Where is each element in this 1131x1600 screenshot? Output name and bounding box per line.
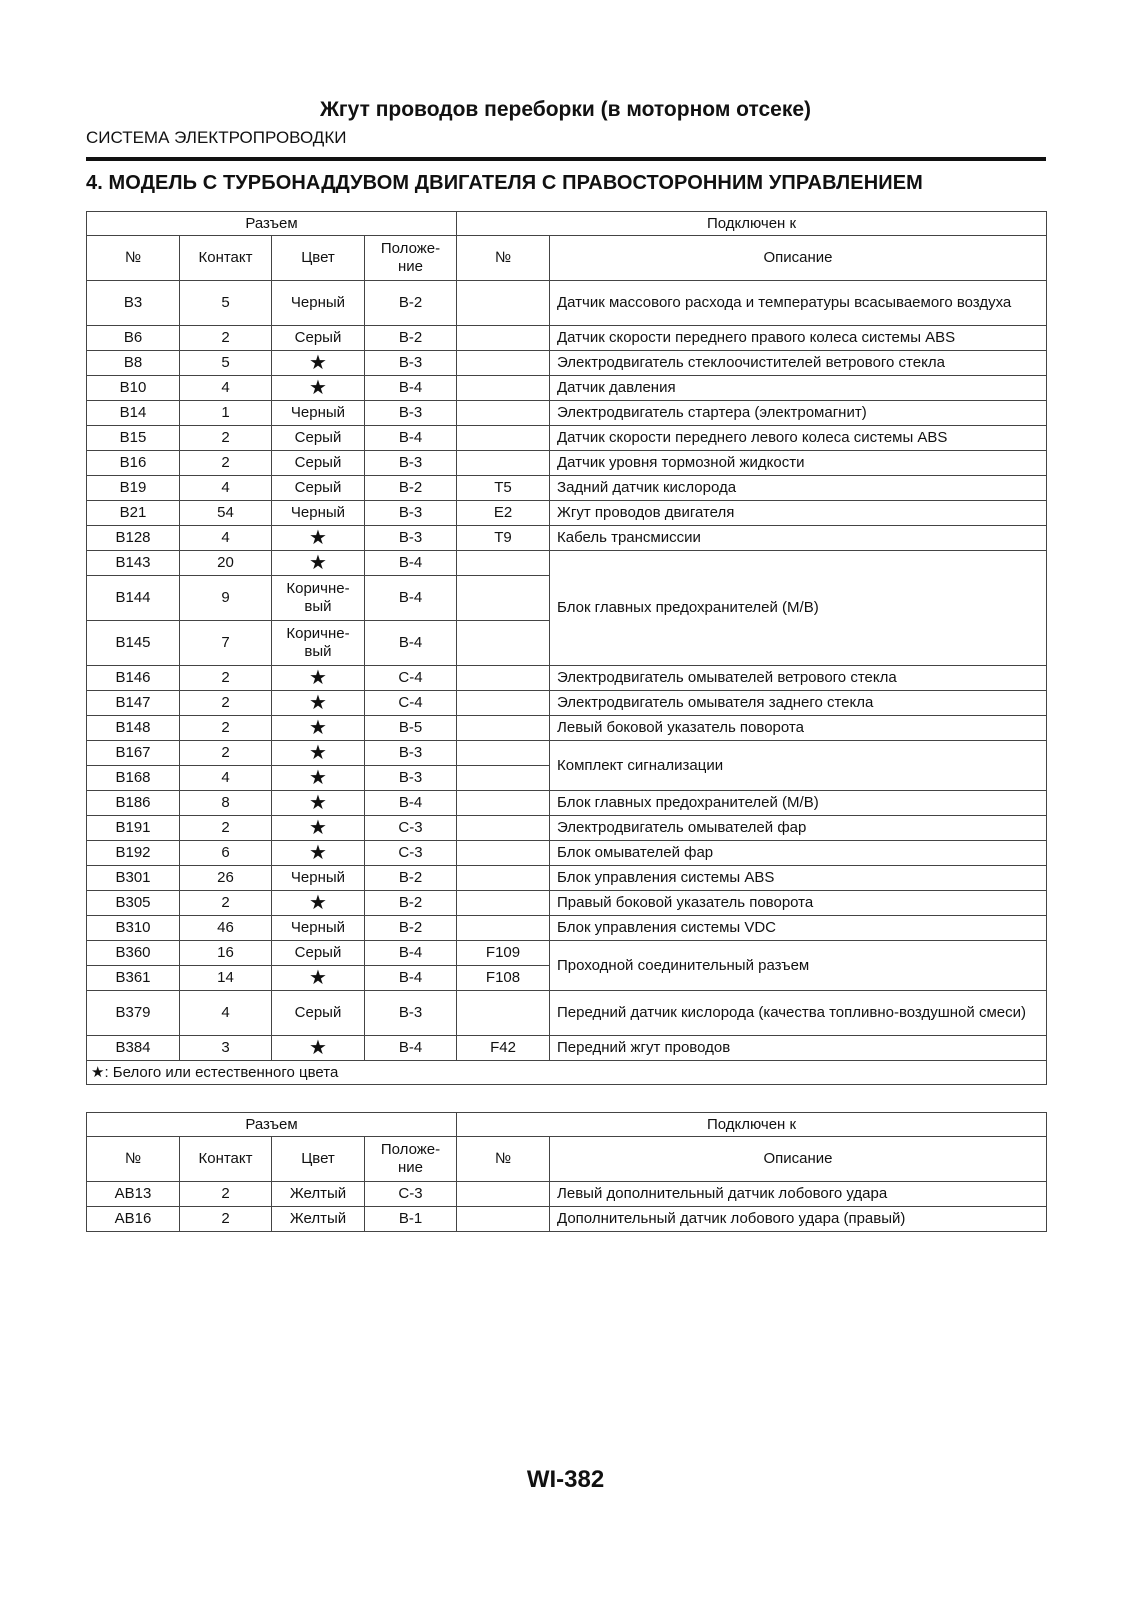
wire-color-cell: Черный [272, 281, 365, 326]
table-row [87, 1207, 1047, 1232]
position-cell: B-2 [365, 281, 457, 326]
connector-no-cell: B148 [87, 716, 180, 741]
connector-no-cell: B19 [87, 476, 180, 501]
position-cell: B-4 [365, 941, 457, 966]
connector-no-cell: B305 [87, 891, 180, 916]
wire-color-cell: Серый [272, 451, 365, 476]
position-cell: B-1 [365, 1207, 457, 1232]
connected-no-cell [457, 401, 550, 426]
description-cell: Электродвигатель омывателей фар [550, 816, 1047, 841]
pin-count-cell: 7 [180, 621, 272, 666]
pin-count-cell: 3 [180, 1036, 272, 1061]
pin-count-cell: 2 [180, 326, 272, 351]
description-cell: Блок главных предохранителей (M/B) [550, 791, 1047, 816]
pin-count-cell: 2 [180, 1182, 272, 1207]
connector-no-cell: B6 [87, 326, 180, 351]
wire-color-cell: Черный [272, 401, 365, 426]
connector-no-cell: B21 [87, 501, 180, 526]
position-cell: B-3 [365, 501, 457, 526]
connected-no-cell [457, 841, 550, 866]
document-title: Жгут проводов переборки (в моторном отсеке) [319, 98, 812, 121]
table-row [87, 916, 1047, 941]
pin-count-cell: 2 [180, 426, 272, 451]
connector-table-airbag [86, 1112, 1047, 1232]
connector-no-cell: B14 [87, 401, 180, 426]
description-cell: Датчик скорости переднего левого колеса системы ABS [550, 426, 1047, 451]
table-row [87, 376, 1047, 401]
table-row [87, 1182, 1047, 1207]
pin-count-cell: 8 [180, 791, 272, 816]
description-cell: Жгут проводов двигателя [550, 501, 1047, 526]
pin-count-cell: 4 [180, 766, 272, 791]
header-connector: Разъем [87, 212, 457, 236]
description-cell: Дополнительный датчик лобового удара (правый) [550, 1207, 1047, 1232]
description-cell: Электродвигатель омывателей ветрового стекла [550, 666, 1047, 691]
connector-no-cell: B301 [87, 866, 180, 891]
connected-no-cell [457, 816, 550, 841]
pin-count-cell: 1 [180, 401, 272, 426]
position-cell: C-4 [365, 666, 457, 691]
connected-no-cell [457, 376, 550, 401]
table-row [87, 526, 1047, 551]
connected-no-cell [457, 866, 550, 891]
position-cell: B-4 [365, 621, 457, 666]
description-cell: Кабель трансмиссии [550, 526, 1047, 551]
pin-count-cell: 14 [180, 966, 272, 991]
table-row [87, 866, 1047, 891]
pin-count-cell: 2 [180, 1207, 272, 1232]
table-row [87, 351, 1047, 376]
wire-color-cell: ★ [272, 766, 365, 791]
connector-no-cell: B384 [87, 1036, 180, 1061]
pin-count-cell: 2 [180, 741, 272, 766]
connector-no-cell: B3 [87, 281, 180, 326]
wire-color-cell: ★ [272, 666, 365, 691]
table-row [87, 281, 1047, 326]
table-row [87, 991, 1047, 1036]
connector-no-cell: B192 [87, 841, 180, 866]
table-row [87, 451, 1047, 476]
table-row [87, 791, 1047, 816]
position-cell: B-2 [365, 866, 457, 891]
header-connector: Разъем [87, 1113, 457, 1137]
description-cell: Блок омывателей фар [550, 841, 1047, 866]
header-color: Цвет [272, 1137, 365, 1182]
connected-no-cell [457, 891, 550, 916]
connected-no-cell: F108 [457, 966, 550, 991]
table-row [87, 666, 1047, 691]
connected-no-cell [457, 551, 550, 576]
connected-no-cell [457, 621, 550, 666]
wire-color-cell: Черный [272, 916, 365, 941]
connected-no-cell [457, 351, 550, 376]
connected-no-cell [457, 666, 550, 691]
wire-color-cell: Серый [272, 326, 365, 351]
description-cell: Передний датчик кислорода (качества топливно-воздушной смеси) [550, 991, 1047, 1036]
header-rule [86, 157, 1046, 161]
position-cell: B-3 [365, 741, 457, 766]
connector-no-cell: B16 [87, 451, 180, 476]
pin-count-cell: 4 [180, 476, 272, 501]
header-connected-to: Подключен к [457, 1113, 1047, 1137]
table-row [87, 841, 1047, 866]
wire-color-cell: ★ [272, 1036, 365, 1061]
connected-no-cell: E2 [457, 501, 550, 526]
header-description: Описание [550, 236, 1047, 281]
pin-count-cell: 5 [180, 281, 272, 326]
position-cell: B-2 [365, 476, 457, 501]
table-row [87, 741, 1047, 766]
position-cell: B-4 [365, 576, 457, 621]
position-cell: C-4 [365, 691, 457, 716]
wire-color-cell: Серый [272, 476, 365, 501]
connector-no-cell: B143 [87, 551, 180, 576]
pin-count-cell: 5 [180, 351, 272, 376]
table-row [87, 476, 1047, 501]
wire-color-cell: ★ [272, 691, 365, 716]
table-row [87, 401, 1047, 426]
connected-no-cell [457, 576, 550, 621]
connector-no-cell: B310 [87, 916, 180, 941]
wire-color-cell: ★ [272, 551, 365, 576]
connected-no-cell [457, 691, 550, 716]
connector-no-cell: B10 [87, 376, 180, 401]
connector-no-cell: AB16 [87, 1207, 180, 1232]
description-cell: Передний жгут проводов [550, 1036, 1047, 1061]
position-cell: C-3 [365, 841, 457, 866]
connector-no-cell: B186 [87, 791, 180, 816]
connector-table-main [86, 211, 1047, 1085]
position-cell: B-4 [365, 1036, 457, 1061]
header-conn-no: № [457, 1137, 550, 1182]
wire-color-cell: Черный [272, 501, 365, 526]
connector-no-cell: B379 [87, 991, 180, 1036]
description-cell: Проходной соединительный разъем [550, 941, 1047, 991]
connector-no-cell: B167 [87, 741, 180, 766]
wire-color-cell: ★ [272, 816, 365, 841]
connector-no-cell: AB13 [87, 1182, 180, 1207]
connected-no-cell [457, 1207, 550, 1232]
pin-count-cell: 6 [180, 841, 272, 866]
wire-color-cell: ★ [272, 891, 365, 916]
section-name: СИСТЕМА ЭЛЕКТРОПРОВОДКИ [86, 128, 347, 147]
pin-count-cell: 54 [180, 501, 272, 526]
wire-color-cell: Серый [272, 991, 365, 1036]
pin-count-cell: 2 [180, 716, 272, 741]
table-row [87, 501, 1047, 526]
table-row [87, 691, 1047, 716]
position-cell: B-4 [365, 966, 457, 991]
wire-color-cell: ★ [272, 966, 365, 991]
header-position: Положе-ние [365, 1137, 457, 1182]
connected-no-cell [457, 716, 550, 741]
connected-no-cell [457, 991, 550, 1036]
connector-no-cell: B168 [87, 766, 180, 791]
position-cell: B-4 [365, 551, 457, 576]
description-cell: Электродвигатель стеклоочистителей ветрового стекла [550, 351, 1047, 376]
wire-color-cell: Коричне-вый [272, 576, 365, 621]
connected-no-cell: T5 [457, 476, 550, 501]
table-row [87, 1036, 1047, 1061]
table-row [87, 891, 1047, 916]
pin-count-cell: 2 [180, 816, 272, 841]
wire-color-cell: ★ [272, 841, 365, 866]
header-no: № [87, 1137, 180, 1182]
position-cell: B-3 [365, 451, 457, 476]
description-cell: Блок управления системы VDC [550, 916, 1047, 941]
table-row [87, 426, 1047, 451]
connector-no-cell: B145 [87, 621, 180, 666]
position-cell: B-3 [365, 991, 457, 1036]
header-connected-to: Подключен к [457, 212, 1047, 236]
connector-no-cell: B191 [87, 816, 180, 841]
description-cell: Датчик массового расхода и температуры всасываемого воздуха [550, 281, 1047, 326]
connected-no-cell: F109 [457, 941, 550, 966]
header-conn-no: № [457, 236, 550, 281]
connector-no-cell: B147 [87, 691, 180, 716]
header-position: Положе-ние [365, 236, 457, 281]
pin-count-cell: 2 [180, 691, 272, 716]
connector-no-cell: B128 [87, 526, 180, 551]
connected-no-cell: T9 [457, 526, 550, 551]
wire-color-cell: Черный [272, 866, 365, 891]
table-row [87, 941, 1047, 966]
wire-color-cell: Серый [272, 941, 365, 966]
pin-count-cell: 26 [180, 866, 272, 891]
header-color: Цвет [272, 236, 365, 281]
connected-no-cell [457, 791, 550, 816]
wire-color-cell: Желтый [272, 1182, 365, 1207]
pin-count-cell: 2 [180, 666, 272, 691]
pin-count-cell: 2 [180, 891, 272, 916]
position-cell: B-2 [365, 326, 457, 351]
pin-count-cell: 46 [180, 916, 272, 941]
description-cell: Датчик давления [550, 376, 1047, 401]
position-cell: C-3 [365, 816, 457, 841]
table-row [87, 551, 1047, 576]
section-subtitle: 4. МОДЕЛЬ С ТУРБОНАДДУВОМ ДВИГАТЕЛЯ С ПРАВОСТОРОННИМ УПРАВЛЕНИЕМ [86, 172, 923, 194]
connected-no-cell [457, 741, 550, 766]
description-cell: Левый боковой указатель поворота [550, 716, 1047, 741]
connector-no-cell: B360 [87, 941, 180, 966]
connector-no-cell: B8 [87, 351, 180, 376]
table-row [87, 326, 1047, 351]
description-cell: Блок управления системы ABS [550, 866, 1047, 891]
connector-no-cell: B146 [87, 666, 180, 691]
connected-no-cell [457, 1182, 550, 1207]
pin-count-cell: 2 [180, 451, 272, 476]
position-cell: B-2 [365, 891, 457, 916]
connector-no-cell: B144 [87, 576, 180, 621]
connected-no-cell [457, 426, 550, 451]
table-row [87, 816, 1047, 841]
wire-color-cell: ★ [272, 791, 365, 816]
header-pin: Контакт [180, 1137, 272, 1182]
position-cell: B-4 [365, 426, 457, 451]
position-cell: B-4 [365, 376, 457, 401]
header-description: Описание [550, 1137, 1047, 1182]
pin-count-cell: 9 [180, 576, 272, 621]
description-cell: Правый боковой указатель поворота [550, 891, 1047, 916]
page-number: WI-382 [526, 1466, 605, 1493]
pin-count-cell: 4 [180, 991, 272, 1036]
wire-color-cell: Желтый [272, 1207, 365, 1232]
pin-count-cell: 4 [180, 526, 272, 551]
description-cell: Датчик уровня тормозной жидкости [550, 451, 1047, 476]
description-cell: Блок главных предохранителей (M/B) [550, 551, 1047, 666]
connected-no-cell [457, 281, 550, 326]
description-cell: Комплект сигнализации [550, 741, 1047, 791]
connected-no-cell [457, 916, 550, 941]
connected-no-cell: F42 [457, 1036, 550, 1061]
wire-color-cell: ★ [272, 741, 365, 766]
position-cell: B-3 [365, 766, 457, 791]
description-cell: Электродвигатель омывателя заднего стекла [550, 691, 1047, 716]
position-cell: B-2 [365, 916, 457, 941]
position-cell: C-3 [365, 1182, 457, 1207]
connector-no-cell: B15 [87, 426, 180, 451]
position-cell: B-5 [365, 716, 457, 741]
connected-no-cell [457, 451, 550, 476]
wire-color-cell: ★ [272, 716, 365, 741]
wire-color-cell: ★ [272, 526, 365, 551]
header-pin: Контакт [180, 236, 272, 281]
wire-color-cell: Коричне-вый [272, 621, 365, 666]
header-no: № [87, 236, 180, 281]
description-cell: Электродвигатель стартера (электромагнит) [550, 401, 1047, 426]
pin-count-cell: 4 [180, 376, 272, 401]
wire-color-cell: ★ [272, 351, 365, 376]
description-cell: Задний датчик кислорода [550, 476, 1047, 501]
table-row [87, 716, 1047, 741]
position-cell: B-3 [365, 351, 457, 376]
position-cell: B-4 [365, 791, 457, 816]
wire-color-cell: Серый [272, 426, 365, 451]
description-cell: Левый дополнительный датчик лобового удара [550, 1182, 1047, 1207]
position-cell: B-3 [365, 526, 457, 551]
connected-no-cell [457, 326, 550, 351]
footnote: ★: Белого или естественного цвета [87, 1061, 1047, 1085]
wire-color-cell: ★ [272, 376, 365, 401]
pin-count-cell: 20 [180, 551, 272, 576]
pin-count-cell: 16 [180, 941, 272, 966]
description-cell: Датчик скорости переднего правого колеса системы ABS [550, 326, 1047, 351]
connector-no-cell: B361 [87, 966, 180, 991]
position-cell: B-3 [365, 401, 457, 426]
connected-no-cell [457, 766, 550, 791]
